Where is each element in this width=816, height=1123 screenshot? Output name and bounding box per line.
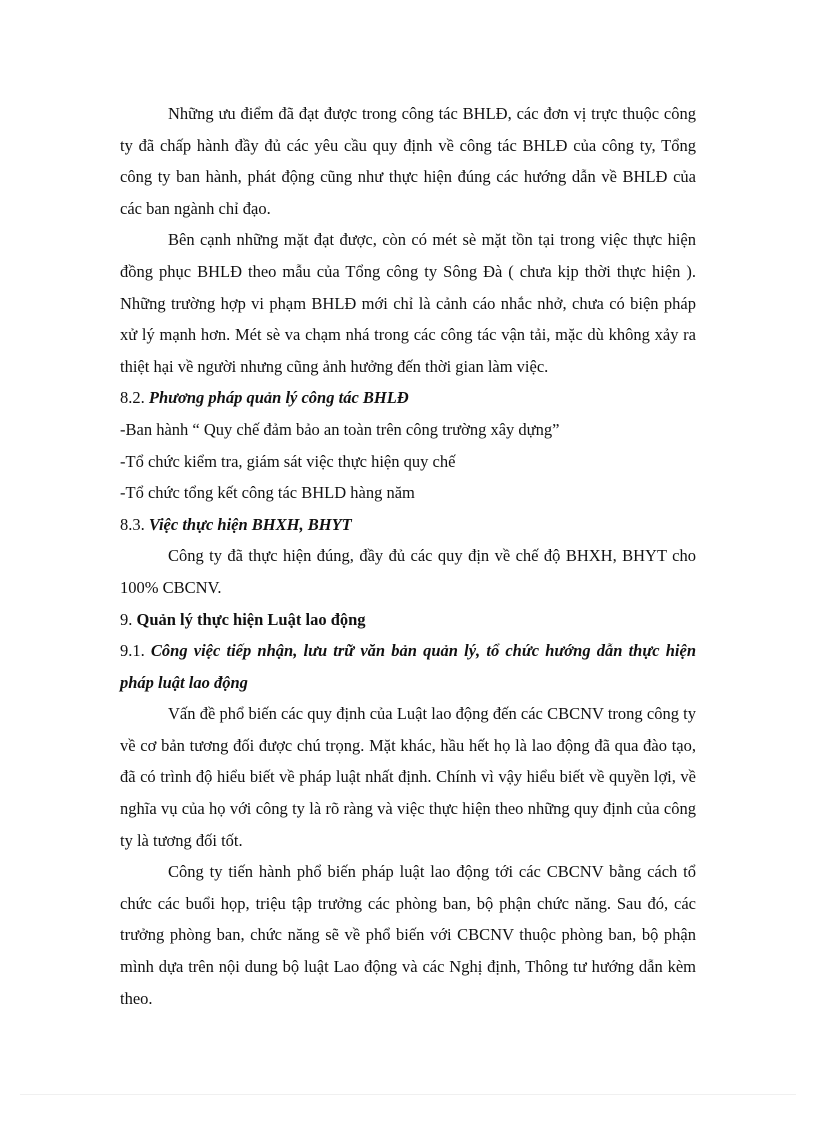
- document-page: [120, 98, 696, 1014]
- heading-9-1: [120, 635, 696, 698]
- paragraph-bhld-advantages: Những ưu điểm đã đạt được trong công tác BHLĐ, các đơn vị trực thuộc công ty đã chấp hành đầy đủ các yêu cầu quy định về công tác BHLĐ của công ty, Tổng công ty ban hành, phát động cũng như thực hiện đúng các hướng dẫn về BHLĐ của các ban ngành chỉ đạo.: [120, 104, 696, 218]
- heading-9-title: Quản lý thực hiện Luật lao động: [136, 609, 366, 629]
- heading-9: [120, 604, 696, 636]
- paragraph-bhld-shortcomings: Bên cạnh những mặt đạt được, còn có mét sè mặt tồn tại trong việc thực hiện đồng phục BHLĐ theo mẫu của Tổng công ty Sông Đà ( chưa kịp thời thực hiện ). Những trường hợp vi phạm BHLĐ mới chỉ là cảnh cáo nhắc nhở, chưa có biện pháp xử lý mạnh hơn. Mét sè va chạm nhá trong các công tác vận tải, mặc dù không xảy ra thiệt hại về người nhưng cũng ảnh hưởng đến thời gian làm việc.: [120, 230, 696, 376]
- list-item: -Tổ chức kiểm tra, giám sát việc thực hiện quy chế: [120, 451, 456, 471]
- paragraph-bhxh-bhyt: Công ty đã thực hiện đúng, đầy đủ các quy địn về chế độ BHXH, BHYT cho 100% CBCNV.: [120, 546, 696, 597]
- heading-8-2-title: Phương pháp quản lý công tác BHLĐ: [148, 388, 409, 408]
- paragraph-labor-law-meetings: Công ty tiến hành phổ biến pháp luật lao động tới các CBCNV bằng cách tổ chức các buổi họp, triệu tập trưởng các phòng ban, bộ phận chức năng. Sau đó, các trưởng phòng ban, chức năng sẽ về phổ biến với CBCNV thuộc phòng ban, bộ phận mình dựa trên nội dung bộ luật Lao động và các Nghị định, Thông tư hướng dẫn kèm theo.: [120, 862, 696, 1008]
- heading-9-number: 9.: [120, 609, 133, 629]
- paragraph-labor-law-dissemination: Vấn đề phổ biến các quy định của Luật lao động đến các CBCNV trong công ty về cơ bản tương đối được chú trọng. Mặt khác, hầu hết họ là lao động đã qua đào tạo, đã có trình độ hiểu biết về pháp luật nhất định. Chính vì vậy hiểu biết về quyền lợi, về nghĩa vụ của họ với công ty là rõ ràng và việc thực hiện theo những quy định của công ty là tương đối tốt.: [120, 704, 696, 850]
- heading-8-3-number: 8.3.: [120, 514, 145, 534]
- heading-8-2: [120, 382, 696, 414]
- page-bottom-divider: [20, 1094, 796, 1095]
- heading-8-2-number: 8.2.: [120, 388, 145, 408]
- heading-8-3: [120, 509, 696, 541]
- heading-9-1-number: 9.1.: [120, 641, 145, 661]
- heading-8-3-title: Việc thực hiện BHXH, BHYT: [148, 514, 352, 534]
- list-item: -Ban hành “ Quy chế đảm bảo an toàn trên công trường xây dựng”: [120, 419, 560, 439]
- list-item: -Tổ chức tổng kết công tác BHLD hàng năm: [120, 483, 415, 503]
- heading-9-1-title: Công việc tiếp nhận, lưu trữ văn bản quản lý, tổ chức hướng dẫn thực hiện pháp luật lao động: [120, 641, 696, 692]
